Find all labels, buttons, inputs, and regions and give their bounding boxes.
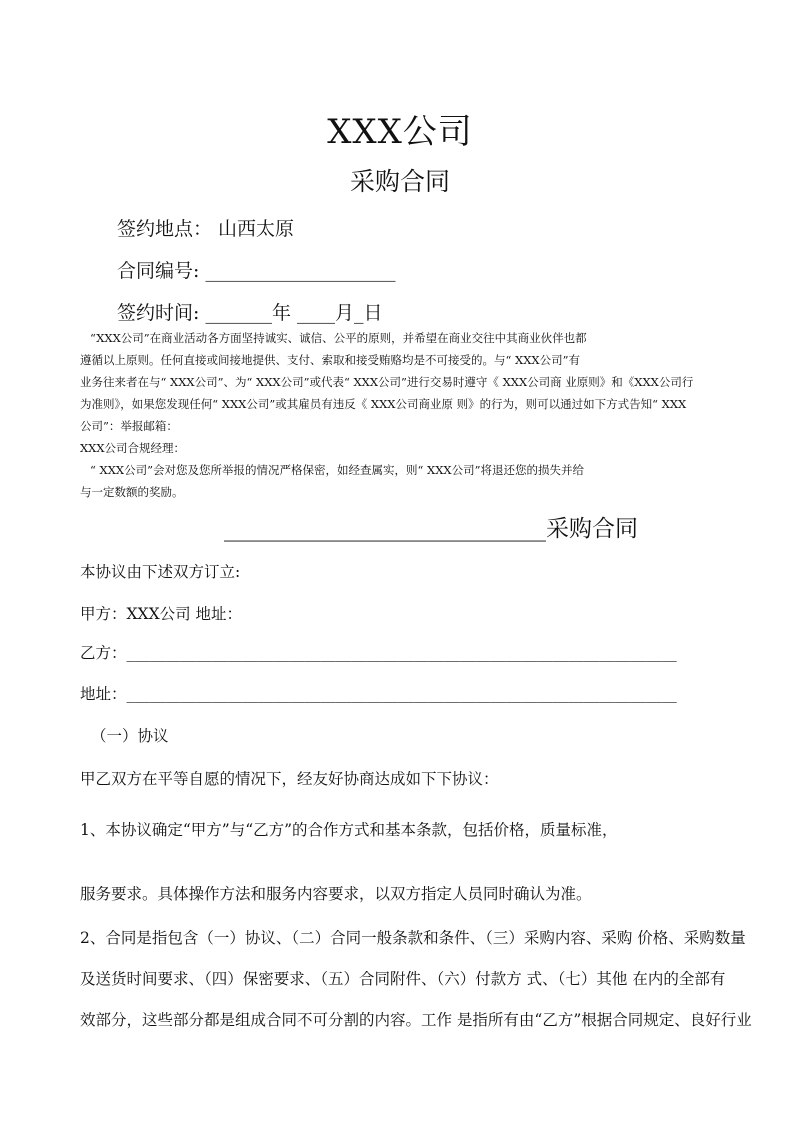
party-b: 乙方：_______________________________________________________________________ [80, 644, 677, 662]
clause-1-cont: 服务要求。具体操作方法和服务内容要求，以双方指定人员同时确认为准。 [80, 885, 592, 903]
sign-time: 签约时间: _______年 ____月_日 [117, 302, 383, 324]
notice-line: “ XXX公司”会对您及您所举报的情况严格保密，如经查属实，则“ XXX公司”将退还您的损失并给 [90, 463, 584, 477]
party-a: 甲方：XXX公司 地址： [80, 605, 243, 623]
contract-intro: 本协议由下述双方订立: [80, 563, 241, 581]
notice-line: XXX公司合规经理： [80, 441, 186, 455]
notice-line: 公司”：举报邮箱： [80, 419, 178, 433]
company-title: XXX公司 [327, 112, 473, 152]
document-title: 采购合同 [349, 167, 450, 196]
agreement-heading: （一）协议 [91, 727, 169, 745]
notice-line: 业务往来者在与“ XXX公司”、为“ XXX公司”或代表“ XXX公司”进行交易时遵守《 XXX公司商 业原则》和《XXX公司行 [80, 375, 694, 389]
notice-line: 为准则》，如果您发现任何“ XXX公司”或其雇员有违反《 XXX公司商业原 则》的行为，则可以通过如下方式告知“ XXX [80, 397, 687, 411]
clause-2-cont: 效部分，这些部分都是组成合同不可分割的内容。工作 是指所有由“乙方”根据合同规定、良好行业 [80, 1011, 752, 1029]
notice-line: 与一定数额的奖励。 [80, 485, 184, 499]
notice-line: “XXX公司”在商业活动各方面坚持诚实、诚信、公平的原则，并希望在商业交往中其商业伙伴也都 [90, 331, 587, 345]
clause-2: 2、合同是指包含（一）协议、（二）合同一般条款和条件、（三）采购内容、采购 价格、采购数量 [80, 929, 746, 947]
clause-1: 1、本协议确定“甲方”与“乙方”的合作方式和基本条款，包括价格，质量标准， [80, 821, 618, 839]
clause-2-cont: 及送货时间要求、（四）保密要求、（五）合同附件、（六）付款方 式、（七）其他 在内的全部有 [80, 970, 726, 988]
agreement-intro: 甲乙双方在平等自愿的情况下，经友好协商达成如下下协议： [80, 770, 499, 788]
notice-line: 遵循以上原则。任何直接或间接地提供、支付、索取和接受贿赂均是不可接受的。与“ XXX公司”有 [80, 353, 580, 367]
contract-section-title: ____________________________采购合同 [224, 516, 638, 542]
party-address: 地址：_______________________________________________________________________ [80, 685, 677, 703]
sign-location: 签约地点： 山西太原 [117, 218, 295, 240]
contract-number: 合同编号: ____________________ [117, 260, 396, 282]
